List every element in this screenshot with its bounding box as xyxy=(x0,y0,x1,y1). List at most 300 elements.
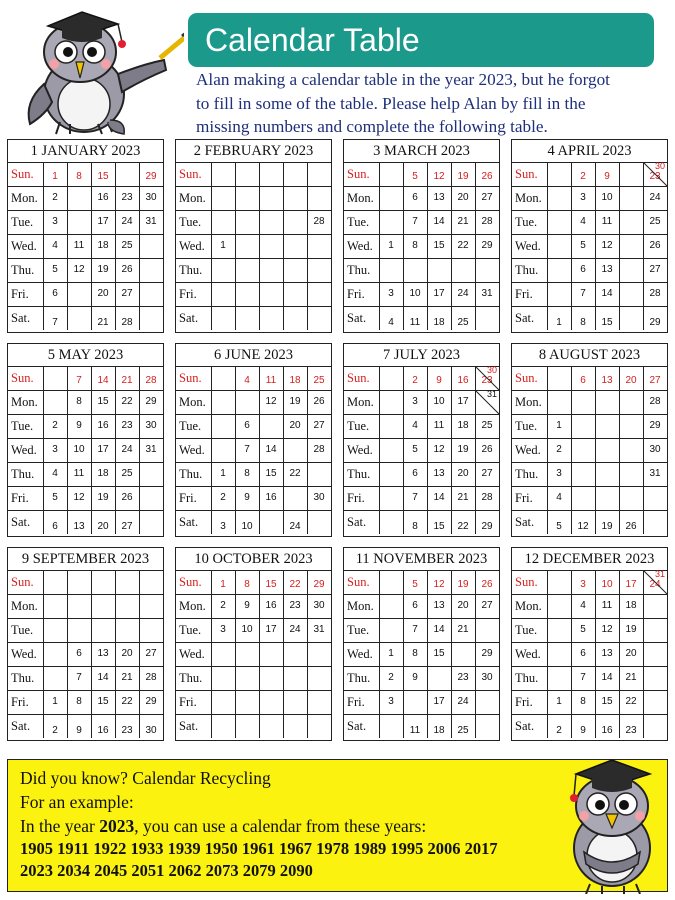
date-cell xyxy=(572,486,594,510)
date-cell: 26 xyxy=(121,264,133,275)
date-cell: 29 xyxy=(145,396,157,407)
date-cell xyxy=(236,666,258,690)
date-cell xyxy=(308,258,330,282)
date-cell: 13 xyxy=(433,468,445,479)
date-cell xyxy=(236,282,258,306)
date-cell: 1 xyxy=(220,579,226,590)
date-cell: 1 xyxy=(220,468,226,479)
date-cell xyxy=(116,570,138,594)
day-label: Wed. xyxy=(515,239,541,253)
date-cell: 12 xyxy=(433,171,445,182)
date-cell: 11 xyxy=(601,216,613,227)
date-cell: 5 xyxy=(580,624,586,635)
date-cell xyxy=(380,438,402,462)
day-label: Sun. xyxy=(179,167,202,181)
date-cell xyxy=(380,570,402,594)
date-cell: 24 xyxy=(289,624,301,635)
date-cell: 26 xyxy=(481,171,493,182)
date-cell: 31 xyxy=(145,444,157,455)
date-cell: 31 xyxy=(145,216,157,227)
date-cell: 18 xyxy=(625,600,637,611)
month-9 xyxy=(7,547,164,741)
grid-column-line xyxy=(667,570,668,738)
date-cell xyxy=(260,642,282,666)
date-cell xyxy=(596,414,618,438)
fact-heading: Did you know? Calendar Recycling xyxy=(20,768,271,788)
date-cell xyxy=(620,306,642,330)
date-cell: 3 xyxy=(220,521,226,532)
date-cell xyxy=(308,690,330,714)
date-cell: 18 xyxy=(433,317,445,328)
date-cell: 27 xyxy=(649,375,661,386)
date-cell: 29 xyxy=(649,317,661,328)
date-cell: 6 xyxy=(76,648,82,659)
date-cell xyxy=(380,462,402,486)
date-cell: 11 xyxy=(433,420,445,431)
date-cell: 28 xyxy=(481,216,493,227)
date-cell xyxy=(140,462,162,486)
date-cell: 3 xyxy=(580,579,586,590)
date-cell: 4 xyxy=(580,216,586,227)
date-cell xyxy=(284,210,306,234)
date-cell: 4 xyxy=(580,600,586,611)
date-cell: 13 xyxy=(433,192,445,203)
day-label: Sun. xyxy=(515,167,538,181)
date-cell: 29 xyxy=(481,521,493,532)
date-cell: 1 xyxy=(388,240,394,251)
date-cell: 18 xyxy=(289,375,301,386)
date-cell xyxy=(620,234,642,258)
date-cell xyxy=(92,618,114,642)
day-label: Thu. xyxy=(11,467,35,481)
date-cell: 13 xyxy=(433,600,445,611)
date-cell xyxy=(308,714,330,738)
day-label: Tue. xyxy=(515,623,538,637)
day-label: Fri. xyxy=(179,491,197,505)
date-cell xyxy=(68,210,90,234)
date-cell: 7 xyxy=(244,444,250,455)
date-cell: 9 xyxy=(436,375,442,386)
date-cell xyxy=(260,690,282,714)
date-cell xyxy=(68,594,90,618)
date-cell: 6 xyxy=(412,468,418,479)
day-label: Mon. xyxy=(347,599,374,613)
day-label: Wed. xyxy=(179,239,205,253)
month-11 xyxy=(343,547,500,741)
date-cell xyxy=(212,258,234,282)
day-label: Sun. xyxy=(347,371,370,385)
date-cell: 13 xyxy=(97,648,109,659)
instructions-line-2: to fill in some of the table. Please help Alan by fill in the xyxy=(196,93,586,113)
date-cell xyxy=(380,486,402,510)
date-cell: 2 xyxy=(388,672,394,683)
date-cell xyxy=(212,438,234,462)
date-cell: 19 xyxy=(625,624,637,635)
date-cell xyxy=(572,414,594,438)
day-label: Thu. xyxy=(11,263,35,277)
date-cell xyxy=(548,594,570,618)
date-cell: 21 xyxy=(625,672,637,683)
date-cell: 23 xyxy=(481,375,493,386)
date-cell: 28 xyxy=(313,216,325,227)
date-cell: 9 xyxy=(244,600,250,611)
date-cell xyxy=(548,390,570,414)
date-cell: 5 xyxy=(412,579,418,590)
date-cell: 4 xyxy=(52,468,58,479)
day-label: Tue. xyxy=(11,419,34,433)
date-cell xyxy=(548,666,570,690)
date-cell: 12 xyxy=(433,444,445,455)
date-cell xyxy=(236,714,258,738)
date-cell xyxy=(284,186,306,210)
date-cell xyxy=(260,282,282,306)
month-days-grid xyxy=(176,570,331,740)
date-cell: 23 xyxy=(457,672,469,683)
month-title: 4 APRIL 2023 xyxy=(512,140,667,163)
date-cell: 20 xyxy=(97,521,109,532)
date-cell: 2 xyxy=(52,192,58,203)
date-cell: 21 xyxy=(457,492,469,503)
date-cell: 10 xyxy=(73,444,85,455)
date-cell: 12 xyxy=(73,492,85,503)
date-cell: 19 xyxy=(601,521,613,532)
date-cell xyxy=(236,210,258,234)
date-cell xyxy=(212,666,234,690)
date-cell xyxy=(620,462,642,486)
date-cell xyxy=(260,666,282,690)
fact-description xyxy=(20,816,426,837)
date-cell: 10 xyxy=(433,396,445,407)
date-cell: 23 xyxy=(649,171,661,182)
date-cell: 22 xyxy=(625,696,637,707)
day-label: Sat. xyxy=(515,311,535,325)
date-cell: 7 xyxy=(76,375,82,386)
date-cell xyxy=(236,390,258,414)
fact-year: 2023 xyxy=(99,816,135,836)
date-cell: 20 xyxy=(457,192,469,203)
date-cell: 6 xyxy=(244,420,250,431)
date-cell: 3 xyxy=(580,192,586,203)
date-cell xyxy=(380,210,402,234)
date-cell: 28 xyxy=(145,672,157,683)
date-cell xyxy=(140,258,162,282)
date-cell: 7 xyxy=(412,492,418,503)
date-cell: 20 xyxy=(457,600,469,611)
date-cell xyxy=(68,570,90,594)
day-label: Mon. xyxy=(515,599,542,613)
date-cell xyxy=(620,162,642,186)
day-label: Thu. xyxy=(515,263,539,277)
day-label: Fri. xyxy=(347,695,365,709)
month-title: 10 OCTOBER 2023 xyxy=(176,548,331,571)
date-cell: 28 xyxy=(313,444,325,455)
grid-column-line xyxy=(331,570,332,738)
day-label: Wed. xyxy=(179,647,205,661)
date-cell xyxy=(620,210,642,234)
date-cell: 27 xyxy=(121,521,133,532)
day-label: Sat. xyxy=(11,719,31,733)
date-cell xyxy=(140,618,162,642)
date-cell xyxy=(44,570,66,594)
day-label: Sat. xyxy=(515,515,535,529)
date-cell: 11 xyxy=(409,317,421,328)
day-label: Thu. xyxy=(347,671,371,685)
date-cell xyxy=(284,438,306,462)
day-label: Wed. xyxy=(11,647,37,661)
date-cell: 21 xyxy=(121,672,133,683)
date-cell xyxy=(44,594,66,618)
date-cell: 8 xyxy=(244,579,250,590)
date-cell xyxy=(212,282,234,306)
date-cell: 8 xyxy=(412,648,418,659)
date-cell xyxy=(212,642,234,666)
date-cell: 16 xyxy=(601,725,613,736)
date-cell: 15 xyxy=(601,696,613,707)
date-cell: 31 xyxy=(481,288,493,299)
date-cell: 24 xyxy=(121,216,133,227)
date-cell: 19 xyxy=(457,444,469,455)
grid-column-line xyxy=(499,570,500,738)
date-cell: 9 xyxy=(76,725,82,736)
date-cell: 25 xyxy=(121,468,133,479)
date-cell: 20 xyxy=(625,375,637,386)
date-cell xyxy=(548,162,570,186)
day-label: Wed. xyxy=(179,443,205,457)
day-label: Wed. xyxy=(11,443,37,457)
month-days-grid xyxy=(512,366,667,536)
month-title: 5 MAY 2023 xyxy=(8,344,163,367)
split-date: 31 xyxy=(487,389,498,399)
date-cell xyxy=(284,714,306,738)
date-cell: 19 xyxy=(457,579,469,590)
date-cell: 14 xyxy=(433,216,445,227)
month-4 xyxy=(511,139,668,333)
day-label: Sun. xyxy=(179,371,202,385)
date-cell: 24 xyxy=(457,696,469,707)
grid-column-line xyxy=(499,162,500,330)
date-cell: 15 xyxy=(265,468,277,479)
date-cell: 7 xyxy=(52,317,58,328)
date-cell: 21 xyxy=(457,216,469,227)
date-cell: 8 xyxy=(244,468,250,479)
date-cell: 27 xyxy=(121,288,133,299)
day-label: Fri. xyxy=(11,491,29,505)
date-cell: 14 xyxy=(433,492,445,503)
month-days-grid xyxy=(8,366,163,536)
date-cell: 9 xyxy=(604,171,610,182)
day-label: Wed. xyxy=(515,443,541,457)
date-cell xyxy=(44,390,66,414)
page-title: Calendar Table xyxy=(188,13,654,67)
date-cell: 7 xyxy=(76,672,82,683)
day-label: Sun. xyxy=(347,575,370,589)
day-label: Sat. xyxy=(11,515,31,529)
date-cell: 27 xyxy=(649,264,661,275)
date-cell: 17 xyxy=(457,396,469,407)
date-cell: 5 xyxy=(412,444,418,455)
date-cell xyxy=(548,258,570,282)
day-label: Sun. xyxy=(11,371,34,385)
date-cell xyxy=(644,714,666,738)
date-cell: 20 xyxy=(625,648,637,659)
date-cell: 5 xyxy=(556,521,562,532)
day-label: Wed. xyxy=(347,443,373,457)
date-cell: 2 xyxy=(556,725,562,736)
date-cell xyxy=(644,618,666,642)
date-cell xyxy=(452,258,474,282)
date-cell: 1 xyxy=(556,317,562,328)
date-cell xyxy=(596,438,618,462)
date-cell xyxy=(92,570,114,594)
date-cell xyxy=(380,258,402,282)
date-cell: 10 xyxy=(601,192,613,203)
date-cell: 23 xyxy=(625,725,637,736)
date-cell xyxy=(44,642,66,666)
date-cell xyxy=(548,210,570,234)
date-cell: 26 xyxy=(313,396,325,407)
years-row-1: 1905 1911 1922 1933 1939 1950 1961 1967 1978 1989 1995 2006 2017 xyxy=(20,839,498,858)
grid-column-line xyxy=(667,366,668,534)
date-cell xyxy=(380,618,402,642)
date-cell: 13 xyxy=(601,264,613,275)
date-cell xyxy=(380,510,402,534)
date-cell: 1 xyxy=(556,420,562,431)
date-cell xyxy=(212,306,234,330)
date-cell xyxy=(548,282,570,306)
date-cell xyxy=(236,186,258,210)
date-cell: 6 xyxy=(580,648,586,659)
grid-column-line xyxy=(163,570,164,738)
month-title: 12 DECEMBER 2023 xyxy=(512,548,667,571)
date-cell: 25 xyxy=(121,240,133,251)
date-cell: 27 xyxy=(481,468,493,479)
month-title: 3 MARCH 2023 xyxy=(344,140,499,163)
date-cell xyxy=(284,234,306,258)
month-days-grid xyxy=(344,162,499,332)
date-cell: 30 xyxy=(649,444,661,455)
date-cell: 1 xyxy=(388,648,394,659)
date-cell: 3 xyxy=(412,396,418,407)
date-cell xyxy=(644,642,666,666)
date-cell xyxy=(620,390,642,414)
date-cell xyxy=(548,366,570,390)
date-cell: 2 xyxy=(220,492,226,503)
date-cell xyxy=(380,162,402,186)
date-cell xyxy=(212,366,234,390)
day-label: Sun. xyxy=(179,575,202,589)
date-cell xyxy=(620,414,642,438)
date-cell xyxy=(260,306,282,330)
date-cell: 8 xyxy=(580,317,586,328)
date-cell xyxy=(260,714,282,738)
date-cell: 8 xyxy=(76,171,82,182)
date-cell xyxy=(308,462,330,486)
date-cell: 27 xyxy=(481,600,493,611)
date-cell: 30 xyxy=(145,420,157,431)
month-title: 9 SEPTEMBER 2023 xyxy=(8,548,163,571)
date-cell xyxy=(308,162,330,186)
day-label: Thu. xyxy=(179,263,203,277)
date-cell xyxy=(44,618,66,642)
date-cell: 29 xyxy=(481,648,493,659)
date-cell xyxy=(620,258,642,282)
day-label: Mon. xyxy=(11,395,38,409)
month-days-grid xyxy=(8,570,163,740)
date-cell xyxy=(596,486,618,510)
date-cell xyxy=(284,258,306,282)
date-cell: 7 xyxy=(580,288,586,299)
date-cell xyxy=(596,390,618,414)
date-cell xyxy=(284,690,306,714)
day-label: Mon. xyxy=(179,599,206,613)
date-cell: 4 xyxy=(556,492,562,503)
month-days-grid xyxy=(344,366,499,536)
date-cell: 6 xyxy=(412,600,418,611)
date-cell: 29 xyxy=(145,171,157,182)
date-cell: 4 xyxy=(52,240,58,251)
date-cell xyxy=(620,438,642,462)
date-cell: 30 xyxy=(481,672,493,683)
date-cell xyxy=(572,390,594,414)
date-cell: 2 xyxy=(220,600,226,611)
date-cell: 10 xyxy=(241,624,253,635)
date-cell: 22 xyxy=(457,521,469,532)
date-cell: 6 xyxy=(52,521,58,532)
date-cell: 4 xyxy=(388,317,394,328)
date-cell xyxy=(476,258,498,282)
day-label: Sat. xyxy=(11,311,31,325)
date-cell: 30 xyxy=(145,192,157,203)
date-cell: 2 xyxy=(52,725,58,736)
day-label: Fri. xyxy=(347,491,365,505)
date-cell: 9 xyxy=(580,725,586,736)
grid-column-line xyxy=(667,162,668,330)
day-label: Tue. xyxy=(347,419,370,433)
day-label: Mon. xyxy=(179,395,206,409)
date-cell xyxy=(380,714,402,738)
day-label: Tue. xyxy=(11,215,34,229)
date-cell: 28 xyxy=(649,396,661,407)
date-cell: 20 xyxy=(121,648,133,659)
date-cell xyxy=(140,234,162,258)
date-cell xyxy=(404,690,426,714)
date-cell xyxy=(620,186,642,210)
day-label: Sat. xyxy=(179,311,199,325)
day-label: Fri. xyxy=(515,287,533,301)
split-date: 30 xyxy=(487,365,498,375)
years-row-2: 2023 2034 2045 2051 2062 2073 2079 2090 xyxy=(20,861,313,880)
month-title: 1 JANUARY 2023 xyxy=(8,140,163,163)
day-label: Fri. xyxy=(515,695,533,709)
grid-column-line xyxy=(331,366,332,534)
day-label: Mon. xyxy=(515,191,542,205)
date-cell: 5 xyxy=(412,171,418,182)
date-cell: 16 xyxy=(97,420,109,431)
date-cell: 17 xyxy=(265,624,277,635)
date-cell: 28 xyxy=(649,288,661,299)
date-cell: 8 xyxy=(412,240,418,251)
day-label: Sun. xyxy=(347,167,370,181)
date-cell xyxy=(260,210,282,234)
day-label: Sun. xyxy=(515,575,538,589)
date-cell: 18 xyxy=(97,468,109,479)
day-label: Tue. xyxy=(347,623,370,637)
date-cell xyxy=(44,366,66,390)
day-label: Sun. xyxy=(11,575,34,589)
date-cell: 23 xyxy=(121,192,133,203)
month-days-grid xyxy=(512,570,667,740)
day-label: Tue. xyxy=(515,215,538,229)
